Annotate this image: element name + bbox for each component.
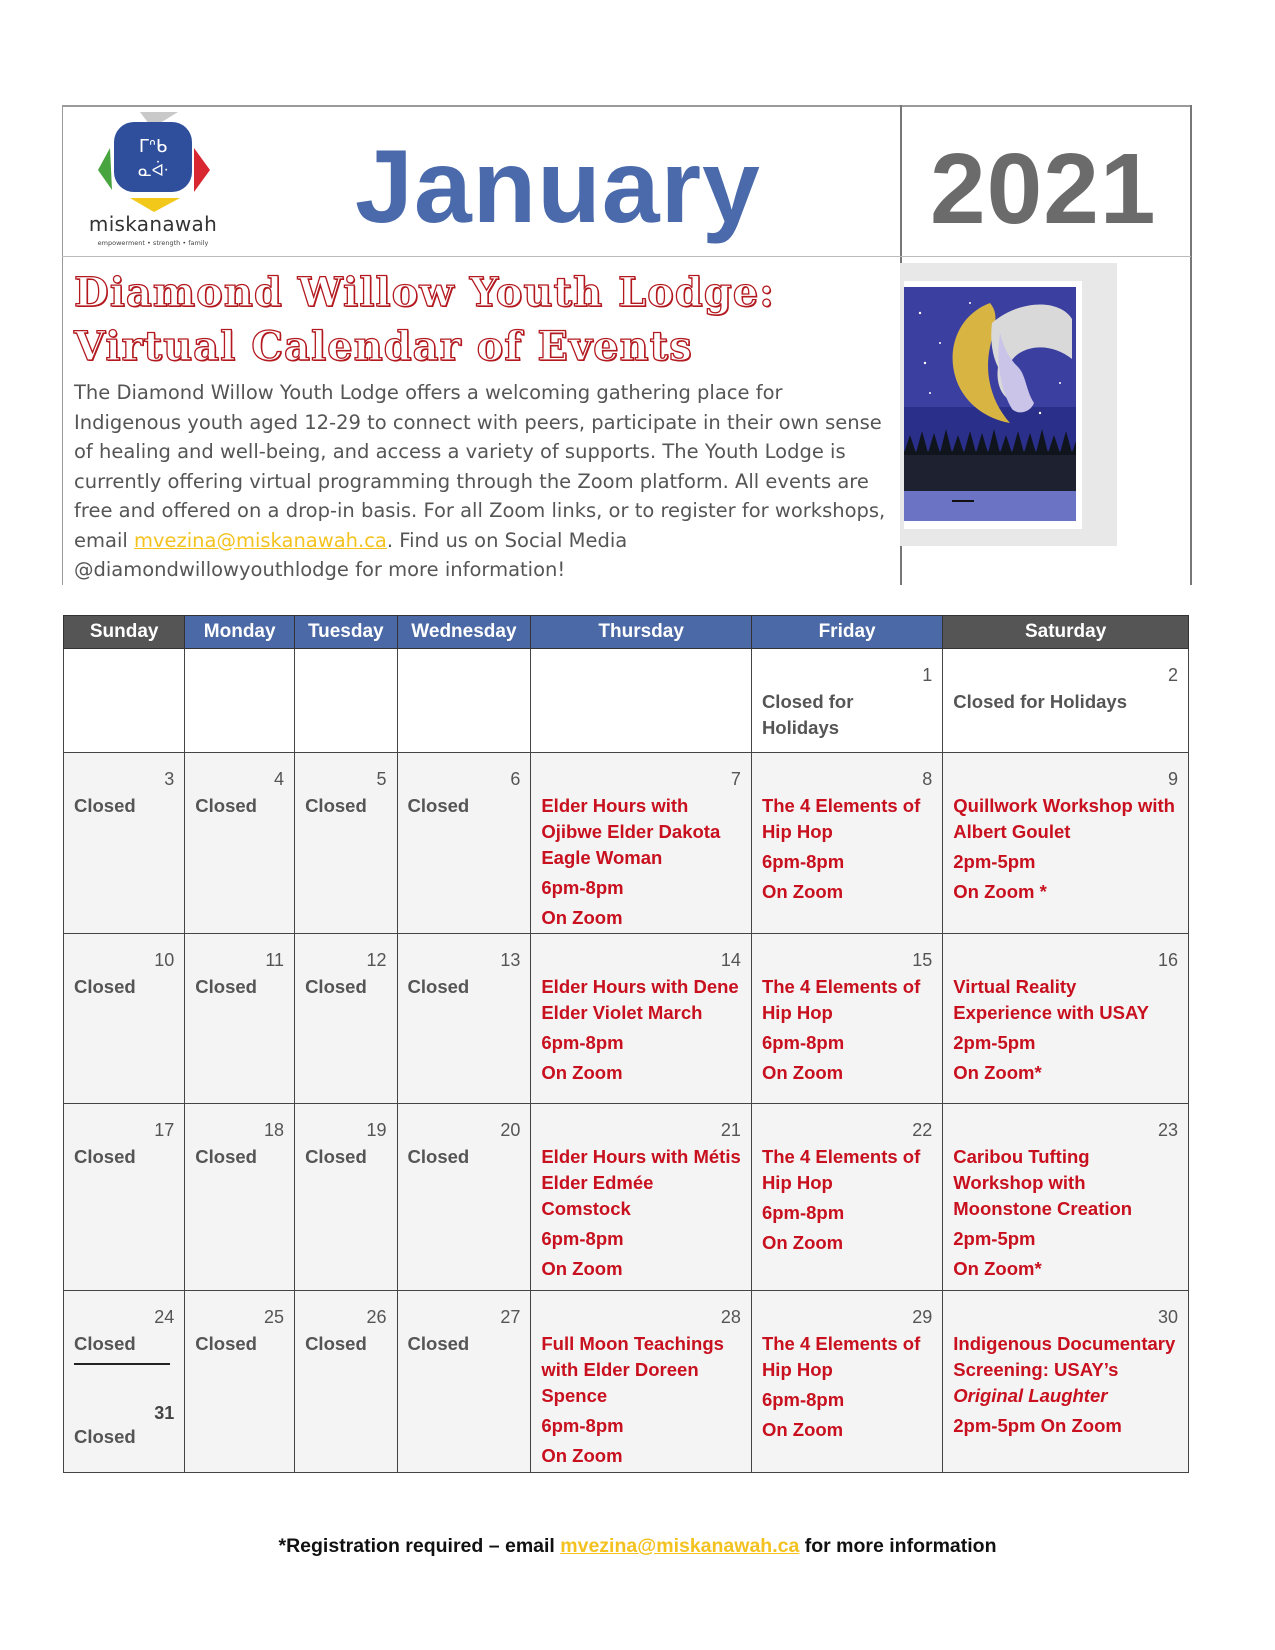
event-time: 6pm-8pm [761, 1202, 845, 1223]
day-cell-2 [943, 649, 1189, 753]
event-title-italic: Original Laughter [953, 1385, 1108, 1406]
weekday-monday: Monday [185, 616, 295, 649]
day-cell-6 [397, 753, 531, 934]
event-location: On Zoom [541, 907, 623, 928]
event-time: 6pm-8pm [541, 877, 624, 898]
week-row-2 [64, 753, 1189, 934]
intro-paragraph [74, 378, 894, 585]
day-cell-30 [943, 1291, 1189, 1473]
day-cell-8 [751, 753, 942, 934]
event-title: Quillwork Workshop with Albert Goulet [953, 795, 1175, 842]
day-status: Closed [407, 795, 470, 816]
day-number-31: 31 [154, 1403, 175, 1423]
event-time: 6pm-8pm [541, 1415, 624, 1436]
day-number: 27 [500, 1307, 521, 1327]
day-number: 2 [1167, 665, 1178, 685]
lodge-title-line2: Virtual Calendar of Events [74, 323, 693, 370]
day-number: 21 [720, 1120, 741, 1140]
day-number: 4 [274, 769, 285, 789]
event-title: Elder Hours with Dene Elder Violet March [541, 976, 739, 1023]
day-number: 10 [154, 950, 175, 970]
day-cell-4 [185, 753, 295, 934]
event-time: 6pm-8pm [541, 1032, 624, 1053]
day-status: Closed [74, 1146, 136, 1167]
day-cell-9 [943, 753, 1189, 934]
day-cell-26 [295, 1291, 397, 1473]
day-cell-18 [185, 1104, 295, 1291]
day-status: Closed for Holidays [953, 691, 1127, 712]
event-title [953, 1331, 1178, 1409]
day-number: 15 [912, 950, 933, 970]
day-status: Closed [407, 1333, 470, 1354]
event-time: 2pm-5pm [953, 1228, 1036, 1249]
day-number: 16 [1157, 950, 1178, 970]
day-status: Closed [195, 795, 257, 816]
day-status: Closed [305, 1333, 367, 1354]
event-location: On Zoom * [953, 881, 1047, 902]
weekday-saturday: Saturday [943, 616, 1189, 649]
day-cell-empty [295, 649, 397, 753]
logo-syllabics-bottom: ᓇᐋᐧ [137, 161, 169, 180]
day-number: 14 [720, 950, 741, 970]
week-row-4 [64, 1104, 1189, 1291]
event-location: On Zoom [761, 1062, 844, 1083]
day-status-31: Closed [74, 1426, 136, 1447]
day-number: 8 [922, 769, 933, 789]
header-frame-separator [62, 256, 1191, 257]
day-number: 25 [264, 1307, 285, 1327]
day-number: 9 [1167, 769, 1178, 789]
day-number: 12 [366, 950, 387, 970]
calendar-table [63, 615, 1189, 1473]
event-time-location: 2pm-5pm On Zoom [953, 1415, 1122, 1436]
day-cell-3 [64, 753, 185, 934]
day-number: 26 [366, 1307, 387, 1327]
event-title: The 4 Elements of Hip Hop [761, 976, 921, 1023]
event-location: On Zoom* [953, 1062, 1042, 1083]
logo-mark-icon [94, 108, 214, 212]
day-number: 3 [164, 769, 175, 789]
day-cell-19 [295, 1104, 397, 1291]
day-number: 13 [500, 950, 521, 970]
intro-email-link[interactable]: mvezina@miskanawah.ca [133, 528, 387, 552]
day-cell-28 [531, 1291, 752, 1473]
day-cell-16 [943, 934, 1189, 1104]
weekday-thursday: Thursday [531, 616, 752, 649]
day-status: Closed [195, 1146, 257, 1167]
weekday-sunday: Sunday [64, 616, 185, 649]
registration-note [0, 1535, 1275, 1558]
day-cell-7 [531, 753, 752, 934]
day-cell-23 [943, 1104, 1189, 1291]
header-frame-top [62, 105, 1191, 107]
day-status: Closed [305, 795, 367, 816]
footer-text-end: for more information [799, 1535, 997, 1557]
day-status: Closed [74, 1333, 136, 1354]
header-frame-left [62, 105, 63, 585]
intro-text-end: . Find us on Social Media @diamondwillowyouthlodge for more information! [74, 528, 628, 581]
event-time: 6pm-8pm [761, 1032, 845, 1053]
day-cell-11 [185, 934, 295, 1104]
week-row-5 [64, 1291, 1189, 1473]
weekday-friday: Friday [751, 616, 942, 649]
event-time: 6pm-8pm [761, 851, 845, 872]
week-row-3 [64, 934, 1189, 1104]
event-time: 6pm-8pm [541, 1228, 624, 1249]
day-status: Closed [305, 976, 367, 997]
day-number: 30 [1157, 1307, 1178, 1327]
event-time: 2pm-5pm [953, 851, 1036, 872]
org-tagline: empowerment • strength • family [97, 239, 209, 247]
event-title: The 4 Elements of Hip Hop [761, 1146, 921, 1193]
month-title: January [355, 129, 761, 245]
day-status: Closed [74, 976, 136, 997]
year-title: 2021 [930, 133, 1157, 245]
day-number: 7 [730, 769, 741, 789]
day-cell-21 [531, 1104, 752, 1291]
day-number: 29 [912, 1307, 933, 1327]
day-cell-25 [185, 1291, 295, 1473]
event-location: On Zoom [541, 1445, 623, 1466]
day-cell-13 [397, 934, 531, 1104]
day-status: Closed [305, 1146, 367, 1167]
day-status: Closed [407, 1146, 470, 1167]
day-cell-empty [64, 649, 185, 753]
day-number: 1 [922, 665, 933, 685]
day-status: Closed [407, 976, 470, 997]
day-cell-empty [397, 649, 531, 753]
day-cell-14 [531, 934, 752, 1104]
day-cell-empty [531, 649, 752, 753]
lodge-title-line1: Diamond Willow Youth Lodge: [74, 269, 775, 316]
week-row-1 [64, 649, 1189, 753]
day-number: 5 [376, 769, 387, 789]
split-day-divider [74, 1363, 170, 1365]
weekday-wednesday: Wednesday [397, 616, 531, 649]
day-number: 23 [1157, 1120, 1178, 1140]
event-title-text: Indigenous Documentary Screening: USAY’s [953, 1333, 1176, 1380]
header-frame-right [1190, 105, 1192, 585]
day-number: 19 [366, 1120, 387, 1140]
day-cell-1 [751, 649, 942, 753]
org-name: miskanawah [88, 212, 218, 236]
day-number: 28 [720, 1307, 741, 1327]
day-number: 6 [510, 769, 521, 789]
day-number: 17 [154, 1120, 175, 1140]
day-cell-15 [751, 934, 942, 1104]
footer-email-link[interactable]: mvezina@miskanawah.ca [560, 1535, 800, 1557]
day-cell-10 [64, 934, 185, 1104]
day-number: 11 [265, 950, 285, 970]
day-cell-12 [295, 934, 397, 1104]
event-location: On Zoom [541, 1062, 623, 1083]
day-cell-5 [295, 753, 397, 934]
event-title: The 4 Elements of Hip Hop [761, 1333, 921, 1380]
event-title: Virtual Reality Experience with USAY [953, 976, 1149, 1023]
day-cell-27 [397, 1291, 531, 1473]
event-time: 6pm-8pm [761, 1389, 845, 1410]
intro-text: The Diamond Willow Youth Lodge offers a welcoming gathering place for Indigenous youth aged 12-29 to connect with peers, participate in their own sense of healing and well-being, and access a variety of supports. The Youth Lodge is currently offering virtual programming through the Zoom platform. All events are free and offered on a drop-in basis. For all Zoom links, or to register for workshops, email [74, 381, 886, 552]
day-status: Closed [74, 795, 136, 816]
day-cell-29 [751, 1291, 942, 1473]
weekday-tuesday: Tuesday [295, 616, 397, 649]
miskanawah-logo [78, 108, 228, 250]
event-location: On Zoom [761, 1419, 844, 1440]
moon-woman-art-icon [900, 263, 1117, 546]
artwork-image [900, 263, 1117, 546]
event-title: Caribou Tufting Workshop with Moonstone Creation [953, 1146, 1133, 1219]
event-location: On Zoom [541, 1258, 623, 1279]
day-cell-empty [185, 649, 295, 753]
event-title: Elder Hours with Métis Elder Edmée Comstock [541, 1146, 741, 1219]
day-cell-20 [397, 1104, 531, 1291]
footer-text: *Registration required – email [278, 1535, 561, 1557]
event-title: Full Moon Teachings with Elder Doreen Spence [541, 1333, 724, 1406]
logo-syllabics-top: ᒥᐢᑲ [138, 136, 168, 157]
event-location: On Zoom [761, 1232, 844, 1253]
day-cell-24-31 [64, 1291, 185, 1473]
day-cell-22 [751, 1104, 942, 1291]
day-status: Closed for Holidays [761, 691, 854, 738]
event-title: Elder Hours with Ojibwe Elder Dakota Eagle Woman [541, 795, 721, 868]
event-location: On Zoom* [953, 1258, 1042, 1279]
day-status: Closed [195, 1333, 257, 1354]
lodge-title [74, 266, 775, 374]
day-status: Closed [195, 976, 257, 997]
day-cell-17 [64, 1104, 185, 1291]
event-location: On Zoom [761, 881, 844, 902]
event-time: 2pm-5pm [953, 1032, 1036, 1053]
weekday-header-row [64, 616, 1189, 649]
day-number: 20 [500, 1120, 521, 1140]
day-number: 22 [912, 1120, 933, 1140]
day-number: 24 [154, 1307, 175, 1327]
day-number: 18 [264, 1120, 285, 1140]
event-title: The 4 Elements of Hip Hop [761, 795, 921, 842]
